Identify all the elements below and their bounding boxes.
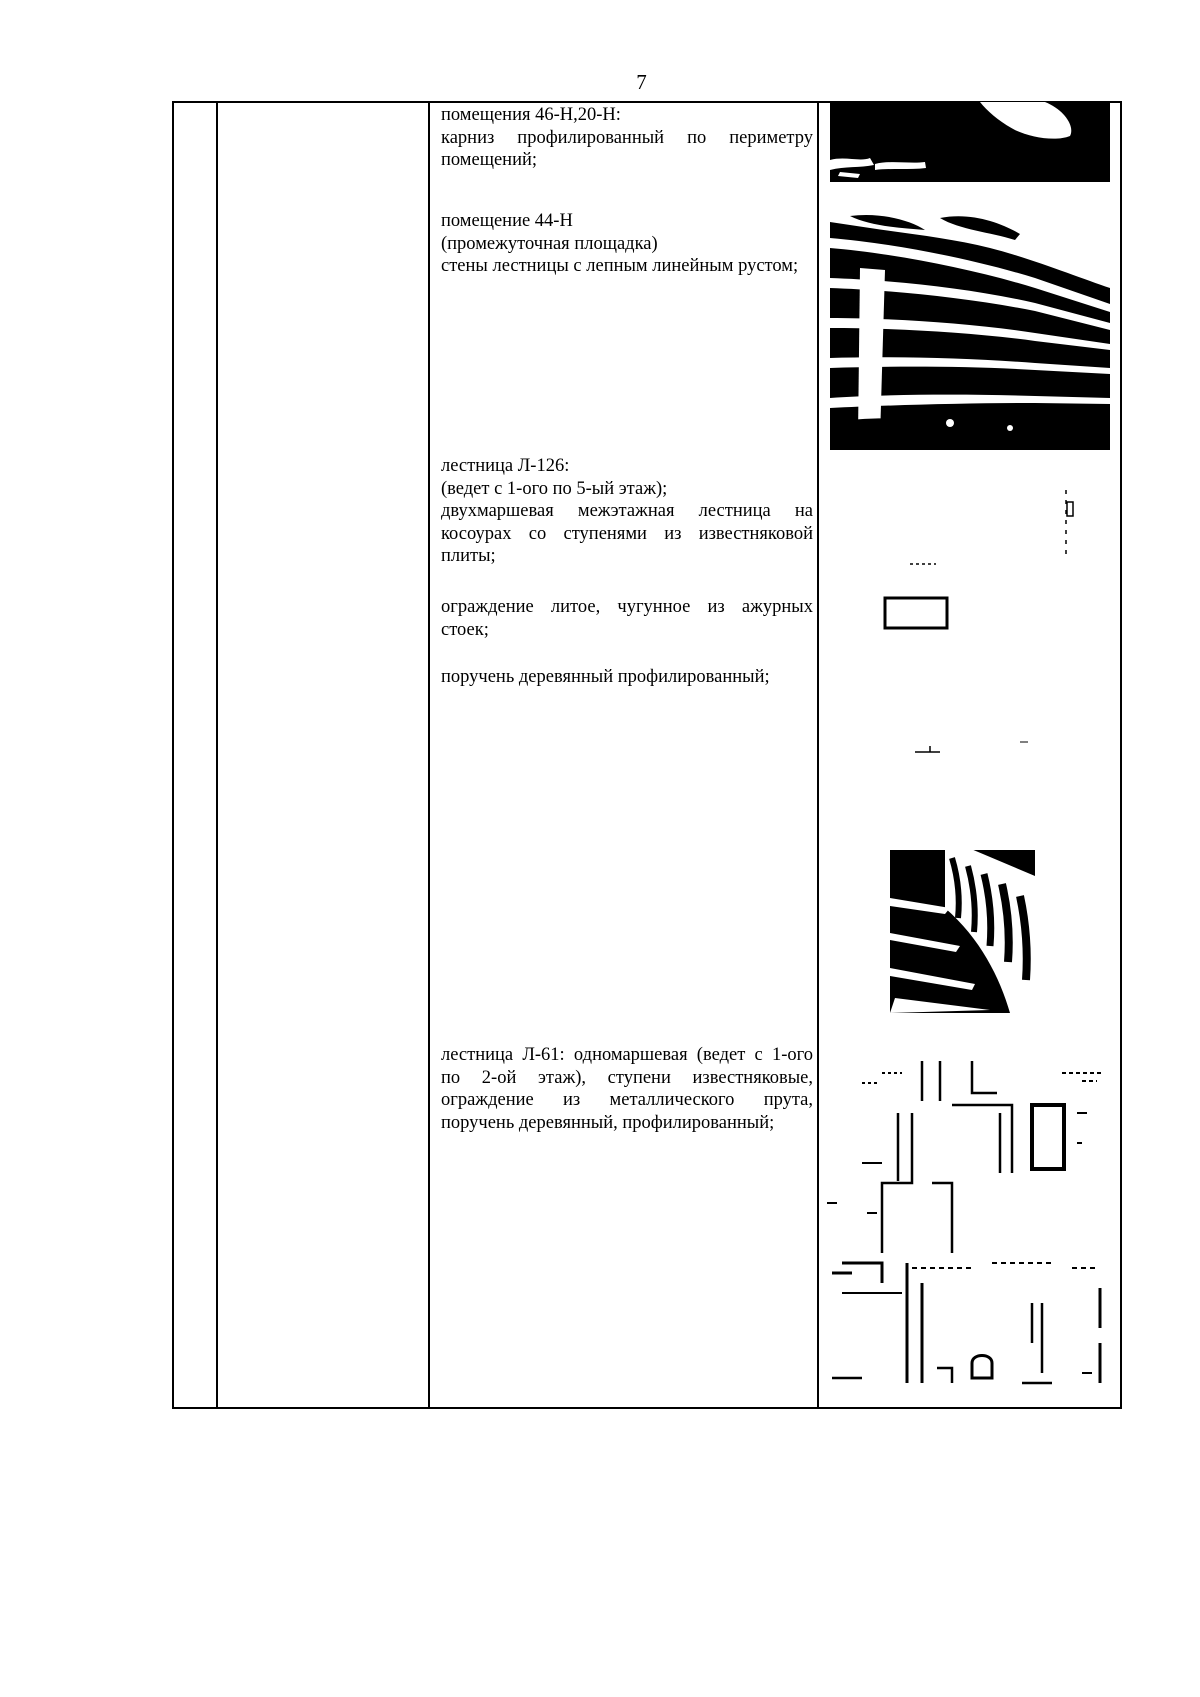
entry-railing xyxy=(441,596,813,641)
column-divider xyxy=(428,103,430,1407)
entry-line: поручень деревянный профилированный; xyxy=(441,667,770,687)
rusticated-wall-photo xyxy=(830,208,1110,450)
entry-line: лестница Л-61: одномаршевая (ведет с 1-ого по 2-ой этаж), ступени известняковые, ограждение из металлического прута, поручень деревянный, профилированный; xyxy=(441,1045,813,1133)
entry-staircase-l61 xyxy=(441,1044,813,1134)
entry-line: ограждение литое, чугунное из ажурных стоек; xyxy=(441,597,813,640)
entry-line: помещения 46-Н,20-Н: xyxy=(441,105,621,125)
cornice-photo xyxy=(830,102,1110,182)
page-number: 7 xyxy=(636,70,647,94)
entry-line: (промежуточная площадка) xyxy=(441,233,658,254)
entry-cornice xyxy=(441,104,813,172)
staircase-railing-photo xyxy=(890,838,1035,1013)
entry-line: (ведет с 1-ого по 5-ый этаж); xyxy=(441,478,668,499)
floor-plan-detail xyxy=(822,1053,1112,1403)
entry-line: двухмаршевая межэтажная лестница на косоурах со ступенями из известняковой плиты; xyxy=(441,501,813,566)
entry-line: помещение 44-Н xyxy=(441,211,573,231)
entry-line: карниз профилированный по периметру помещений; xyxy=(441,127,813,170)
entry-landing xyxy=(441,210,813,278)
column-divider xyxy=(216,103,218,1407)
column-divider xyxy=(817,103,819,1407)
entry-staircase-l126 xyxy=(441,455,813,568)
entry-line: стены лестницы с лепным линейным рустом; xyxy=(441,256,799,276)
entry-handrail xyxy=(441,666,813,689)
floor-plan-fragment xyxy=(880,480,1110,790)
entry-line: лестница Л-126: xyxy=(441,456,570,476)
